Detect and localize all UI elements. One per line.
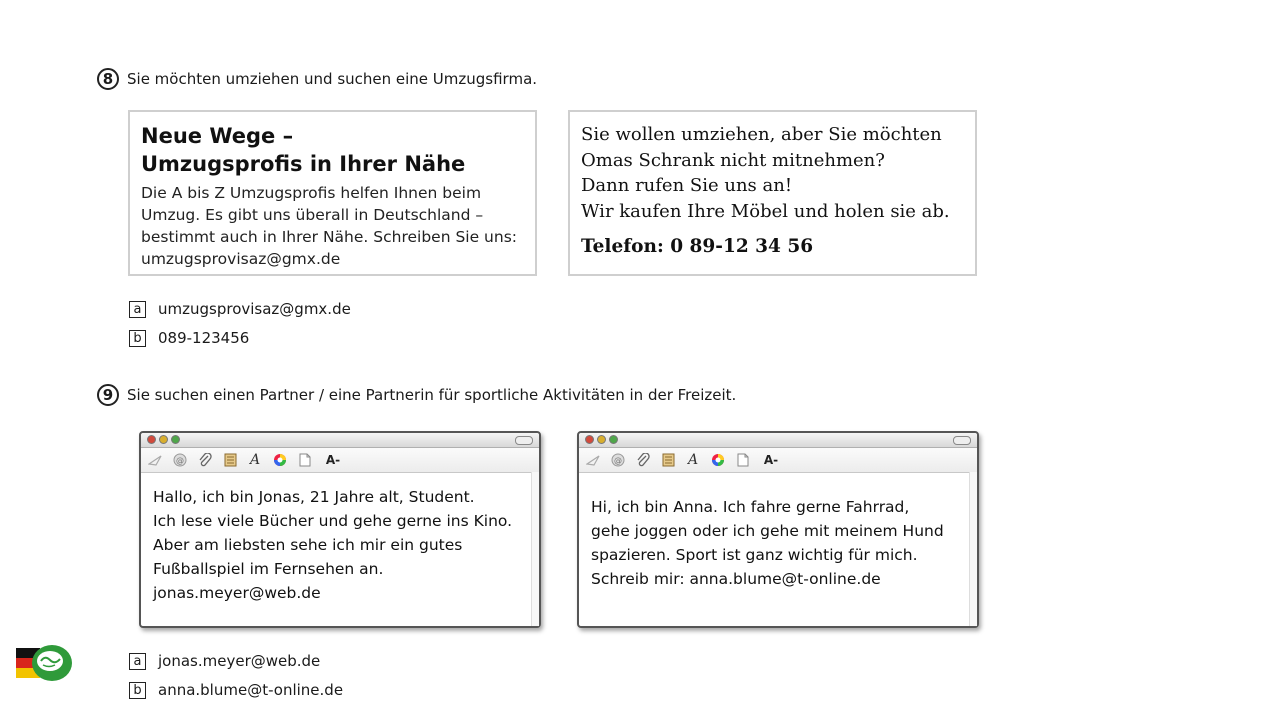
scrollbar[interactable] [969,472,977,626]
message-line: Hallo, ich bin Jonas, 21 Jahre alt, Student. [153,488,475,506]
option-checkbox[interactable]: b [129,682,146,699]
option-checkbox[interactable]: a [129,301,146,318]
option-9b[interactable] [129,681,343,699]
option-text: jonas.meyer@web.de [158,652,321,670]
ad-body-line: Sie wollen umziehen, aber Sie möchten [581,124,942,145]
ad-body [141,182,524,270]
font-icon[interactable]: A [249,452,261,468]
send-icon[interactable] [585,452,601,468]
option-text: 089-123456 [158,329,250,347]
zoom-window-icon[interactable] [609,435,618,444]
close-window-icon[interactable] [147,435,156,444]
question-number-9: 9 [97,384,119,406]
question-9-heading [97,384,736,406]
minimize-window-icon[interactable] [159,435,168,444]
document-icon[interactable] [297,452,313,468]
message-line: gehe joggen oder ich gehe mit meinem Hund [591,522,944,540]
ad-body-line: bestimmt auch in Ihrer Nähe. Schreiben Sie uns: [141,228,517,246]
ad-body-line: umzugsprovisaz@gmx.de [141,250,341,268]
toolbar-toggle-icon[interactable] [953,436,971,445]
scrollbar[interactable] [531,472,539,626]
message-line: Hi, ich bin Anna. Ich fahre gerne Fahrrad, [591,498,910,516]
message-body [579,473,977,591]
attach-icon[interactable] [197,452,213,468]
message-window-jonas [139,431,541,628]
question-9-text: Sie suchen einen Partner / eine Partnerin für sportliche Aktivitäten in der Freizeit. [127,386,737,404]
ad-moebel-ankauf [568,110,977,276]
ad-title-line2: Umzugsprofis in Ihrer Nähe [141,152,466,176]
message-line: jonas.meyer@web.de [153,584,321,602]
ad-body [581,122,964,224]
option-8b[interactable] [129,329,249,347]
option-text: umzugsprovisaz@gmx.de [158,300,351,318]
message-window-anna [577,431,979,628]
colors-icon[interactable] [272,452,288,468]
option-text: anna.blume@t-online.de [158,681,344,699]
ad-body-line: Omas Schrank nicht mitnehmen? [581,149,885,171]
question-number-8: 8 [97,68,119,90]
close-window-icon[interactable] [585,435,594,444]
channel-logo-icon [14,640,74,686]
document-icon[interactable] [735,452,751,468]
window-titlebar [579,433,977,448]
mail-toolbar [141,448,539,473]
message-line: spazieren. Sport ist ganz wichtig für mich. [591,546,918,564]
minimize-window-icon[interactable] [597,435,606,444]
send-icon[interactable] [147,452,163,468]
question-8-heading [97,68,537,90]
attach-icon[interactable] [635,452,651,468]
option-checkbox[interactable]: a [129,653,146,670]
question-8-text: Sie möchten umziehen und suchen eine Umzugsfirma. [127,70,538,88]
colors-icon[interactable] [710,452,726,468]
window-titlebar [141,433,539,448]
svg-text:@: @ [614,456,622,465]
message-line: Ich lese viele Bücher und gehe gerne ins Kino. [153,512,513,530]
notes-icon[interactable] [222,452,238,468]
ad-body-line: Die A bis Z Umzugsprofis helfen Ihnen beim [141,184,482,202]
ad-body-line: Umzug. Es gibt uns überall in Deutschland – [141,206,484,224]
option-8a[interactable] [129,300,351,318]
svg-text:@: @ [176,456,184,465]
ad-umzugsprofis [128,110,537,276]
option-9a[interactable] [129,652,320,670]
option-checkbox[interactable]: b [129,330,146,347]
zoom-window-icon[interactable] [171,435,180,444]
address-icon[interactable] [172,452,188,468]
notes-icon[interactable] [660,452,676,468]
message-body [141,473,539,605]
font-icon[interactable]: A [687,452,699,468]
ad-body-line: Dann rufen Sie uns an! [581,175,793,196]
ad-phone: Telefon: 0 89-12 34 56 [581,236,814,257]
message-line: Fußballspiel im Fernsehen an. [153,560,384,578]
mail-toolbar [579,448,977,473]
ad-body-line: Wir kaufen Ihre Möbel und holen sie ab. [581,200,950,222]
message-line: Schreib mir: anna.blume@t-online.de [591,570,881,588]
message-line: Aber am liebsten sehe ich mir ein gutes [153,536,463,554]
ad-title-line1: Neue Wege – [141,124,294,148]
font-size-icon[interactable]: A- [325,453,341,467]
toolbar-toggle-icon[interactable] [515,436,533,445]
address-icon[interactable] [610,452,626,468]
font-size-icon[interactable]: A- [763,453,779,467]
